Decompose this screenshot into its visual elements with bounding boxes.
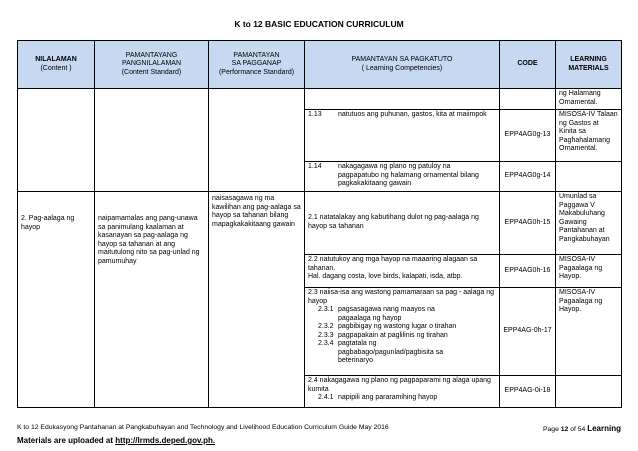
content-cell: 2. Pag-aalaga ng hayop [18,192,95,408]
code-cell: EPP4AG-0i-18 [500,376,556,408]
competency-cell: 2.3 naiisa-isa ang wastong pamamaraan sa pag - aalaga ng hayop 2.3.1 pagsasagawa nang maayos na pagaalaga ng hayop 2.3.2 pagbibigay ng wastong lugar o tirahan 2.3.3 pagpapakain at paglilinis ng tirahan 2.3.4 pagtatala ng pagbabago/pagunlad/pagbisita sa beterinaryo [305,288,500,376]
code-cell-empty [500,89,556,110]
code-cell: EPP4AG-0h-17 [500,288,556,376]
header-content: NILALAMAN (Content ) [18,41,95,89]
footer-materials-note: Materials are uploaded at http://lrmds.deped.gov.ph. [17,436,216,445]
curriculum-table [17,40,622,408]
competency-cell: 1.13 natutuos ang puhunan, gastos, kita at maiimpok [305,110,500,162]
header-learning-materials: LEARNING MATERIALS [556,41,622,89]
code-cell: EPP4AG0g-13 [500,110,556,162]
materials-cell: MISOSA-IV Talaan ng Gastos at Kinita sa Paghahalamang Ornamental. [556,110,622,162]
lrmds-link[interactable]: http://lrmds.deped.gov.ph. [115,436,216,445]
header-content-standard: PAMANTAYANG PANGNILALAMAN (Content Standard) [95,41,209,89]
materials-cell: MISOSA-IV Pagaalaga ng Hayop. [556,255,622,288]
code-cell: EPP4AG0g-14 [500,162,556,192]
header-row [18,41,622,89]
header-code: CODE [500,41,556,89]
header-learning-competencies: PAMANTAYAN SA PAGKATUTO ( Learning Competencies) [305,41,500,89]
materials-cell: Umunlad sa Paggawa V Makabuluhang Gawaing Pantahanan at Pangkabuhayan [556,192,622,255]
standard-cell-empty [95,89,209,192]
code-cell: EPP4AG0h-16 [500,255,556,288]
code-cell: EPP4AG0h-15 [500,192,556,255]
competency-cell-empty [305,89,500,110]
footer [17,424,621,431]
content-cell-empty [18,89,95,192]
performance-cell-empty [209,89,305,192]
performance-standard-cell: naisasagawa ng ma kawilihan ang pag-aalaga sa hayop sa tahanan bilang mapagkakakitaang gawain [209,192,305,408]
competency-cell: 2.2 natutukoy ang mga hayop na maaaring alagaan sa tahanan. Hal. dagang costa, love birds, kalapati, isda, atbp. [305,255,500,288]
competency-cell: 1.14 nakagagawa ng plano ng patuloy na pagpapatubo ng halamang ornamental bilang pagkakakitaang gawain [305,162,500,192]
materials-cell-empty [556,162,622,192]
header-performance-standard: PAMANTAYAN SA PAGGANAP (Performance Standard) [209,41,305,89]
materials-cell: MISOSA-IV Pagaalaga ng Hayop. [556,288,622,376]
competency-cell: 2.4 nakagagawa ng plano ng pagpaparami ng alaga upang kumita 2.4.1 napipili ang pararamihing hayop [305,376,500,408]
page-title: K to 12 BASIC EDUCATION CURRICULUM [234,19,404,29]
table-row [18,89,622,110]
footer-page-info: Page 12 of 54 Learning [542,424,621,433]
competency-cell: 2.1 natatalakay ang kabutihang dulot ng pag-aalaga ng hayop sa tahanan [305,192,500,255]
content-standard-cell: naipamamalas ang pang-unawa sa panimulang kaalaman at kasanayan sa pag-aalaga ng hayop sa tahanan at ang maitutulong nito sa pag-unlad ng pamumuhay [95,192,209,408]
table-row [18,192,622,255]
materials-cell: ng Halamang Ornamental. [556,89,622,110]
materials-cell-empty [556,376,622,408]
footer-guide-title: K to 12 Edukasyong Pantahanan at Pangkabuhayan and Technology and Livelihood Education Curriculum Guide May 2016 [17,424,389,431]
